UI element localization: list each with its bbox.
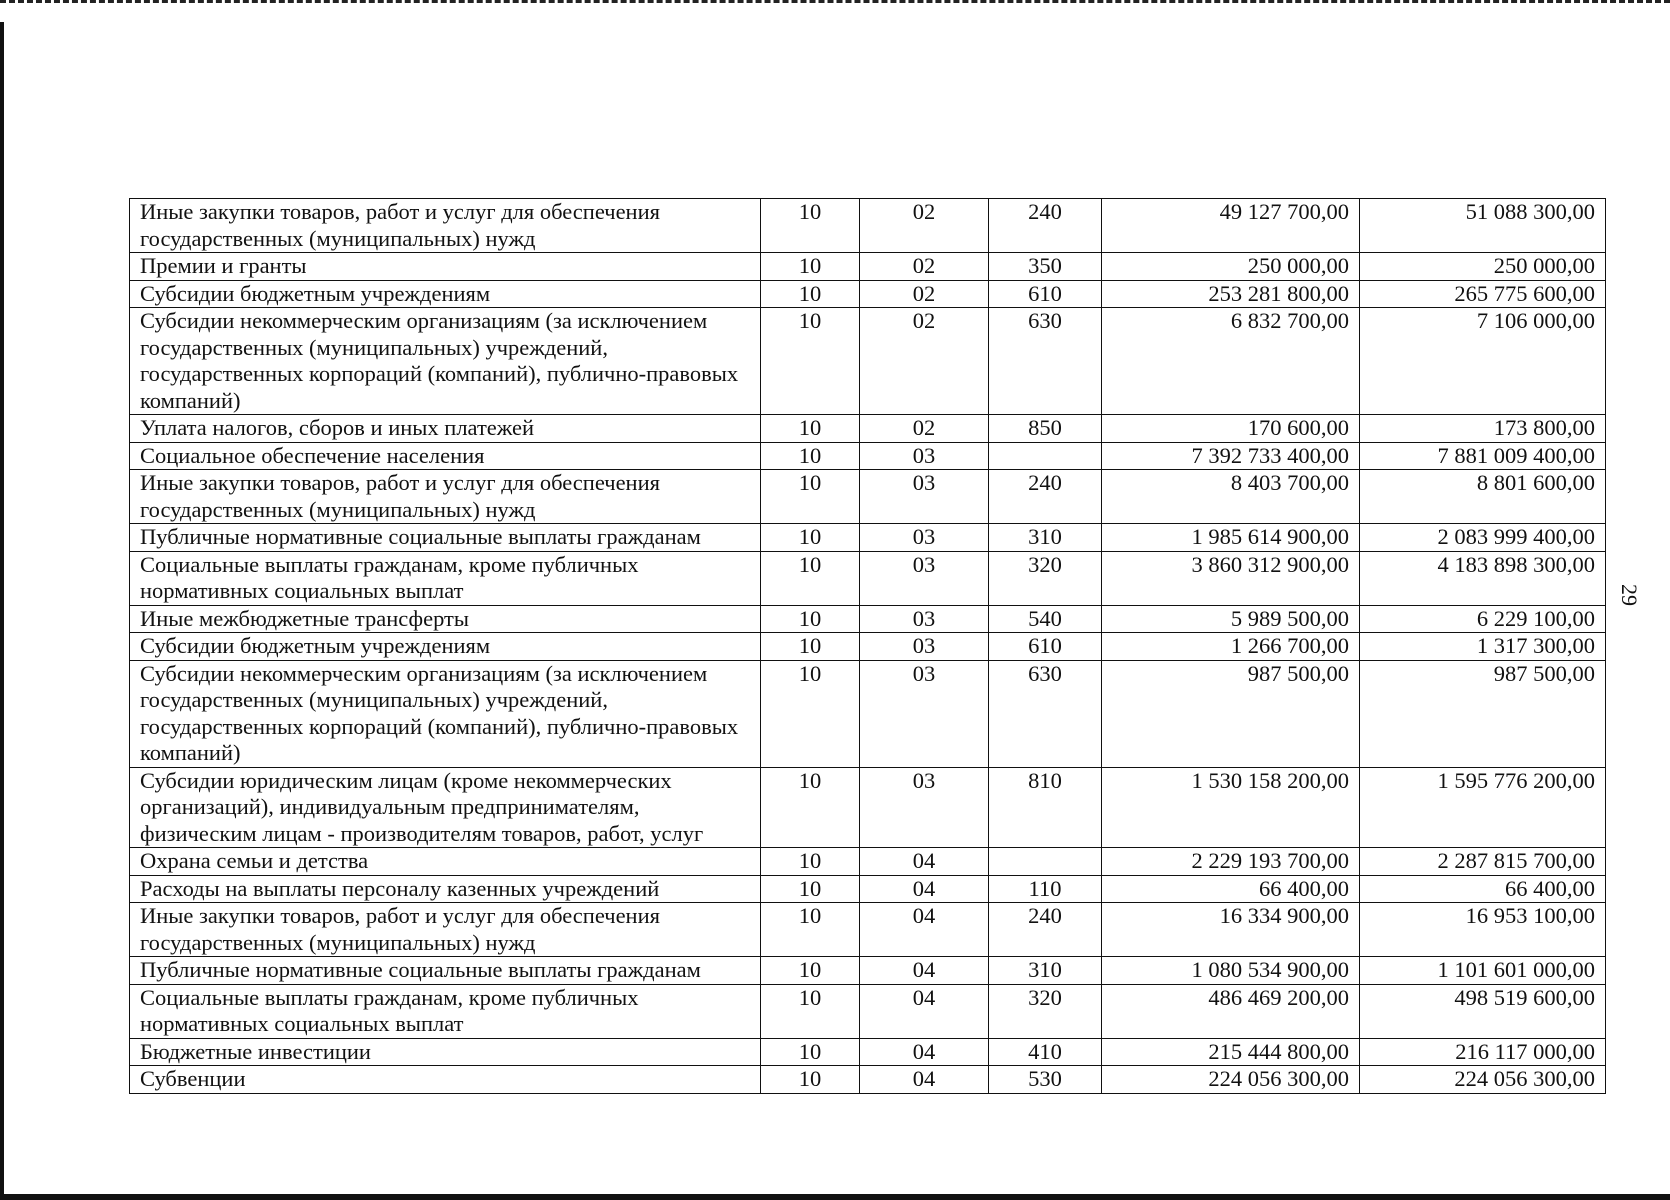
row-subsection: 02 (860, 199, 989, 253)
row-amount-year2: 1 595 776 200,00 (1360, 767, 1606, 848)
row-section: 10 (761, 903, 860, 957)
row-name: Иные межбюджетные трансферты (130, 605, 761, 633)
table-row (130, 524, 1606, 552)
row-section: 10 (761, 1066, 860, 1094)
row-amount-year2: 1 101 601 000,00 (1360, 957, 1606, 985)
row-subsection: 03 (860, 524, 989, 552)
row-subsection: 03 (860, 767, 989, 848)
row-expense-type: 630 (989, 660, 1102, 767)
row-amount-year2: 4 183 898 300,00 (1360, 551, 1606, 605)
row-name: Субсидии некоммерческим организациям (за исключением государственных (муниципальных) учреждений, государственных корпораций (компаний), публично-правовых компаний) (130, 660, 761, 767)
row-expense-type: 310 (989, 524, 1102, 552)
row-amount-year2: 7 881 009 400,00 (1360, 442, 1606, 470)
page-number: 29 (1617, 584, 1642, 606)
row-subsection: 04 (860, 1066, 989, 1094)
row-expense-type (989, 442, 1102, 470)
row-amount-year1: 170 600,00 (1102, 415, 1360, 443)
table-row (130, 903, 1606, 957)
row-name: Иные закупки товаров, работ и услуг для обеспечения государственных (муниципальных) нужд (130, 199, 761, 253)
table-row (130, 470, 1606, 524)
row-expense-type: 350 (989, 253, 1102, 281)
table-row (130, 848, 1606, 876)
row-amount-year1: 16 334 900,00 (1102, 903, 1360, 957)
row-amount-year2: 6 229 100,00 (1360, 605, 1606, 633)
row-section: 10 (761, 442, 860, 470)
row-subsection: 04 (860, 984, 989, 1038)
row-section: 10 (761, 875, 860, 903)
row-section: 10 (761, 415, 860, 443)
scan-border-bottom (0, 1194, 1670, 1200)
row-amount-year2: 265 775 600,00 (1360, 280, 1606, 308)
row-amount-year2: 2 083 999 400,00 (1360, 524, 1606, 552)
row-amount-year2: 2 287 815 700,00 (1360, 848, 1606, 876)
table-row (130, 984, 1606, 1038)
row-amount-year2: 51 088 300,00 (1360, 199, 1606, 253)
row-subsection: 04 (860, 848, 989, 876)
table-row (130, 605, 1606, 633)
row-subsection: 04 (860, 875, 989, 903)
row-name: Субсидии бюджетным учреждениям (130, 633, 761, 661)
row-subsection: 03 (860, 605, 989, 633)
table-row (130, 957, 1606, 985)
row-section: 10 (761, 551, 860, 605)
table-row (130, 660, 1606, 767)
row-expense-type: 530 (989, 1066, 1102, 1094)
row-expense-type: 410 (989, 1038, 1102, 1066)
table-row (130, 253, 1606, 281)
row-amount-year1: 6 832 700,00 (1102, 308, 1360, 415)
row-expense-type: 610 (989, 280, 1102, 308)
row-subsection: 02 (860, 308, 989, 415)
row-amount-year1: 1 985 614 900,00 (1102, 524, 1360, 552)
table-row (130, 280, 1606, 308)
row-name: Иные закупки товаров, работ и услуг для обеспечения государственных (муниципальных) нужд (130, 903, 761, 957)
row-amount-year2: 7 106 000,00 (1360, 308, 1606, 415)
row-section: 10 (761, 253, 860, 281)
row-amount-year1: 2 229 193 700,00 (1102, 848, 1360, 876)
row-name: Субсидии некоммерческим организациям (за исключением государственных (муниципальных) учреждений, государственных корпораций (компаний), публично-правовых компаний) (130, 308, 761, 415)
row-amount-year1: 1 530 158 200,00 (1102, 767, 1360, 848)
row-name: Бюджетные инвестиции (130, 1038, 761, 1066)
row-name: Охрана семьи и детства (130, 848, 761, 876)
row-expense-type: 540 (989, 605, 1102, 633)
row-name: Субвенции (130, 1066, 761, 1094)
table-row (130, 308, 1606, 415)
row-expense-type: 610 (989, 633, 1102, 661)
row-amount-year2: 1 317 300,00 (1360, 633, 1606, 661)
row-subsection: 03 (860, 551, 989, 605)
row-amount-year1: 1 080 534 900,00 (1102, 957, 1360, 985)
row-subsection: 03 (860, 470, 989, 524)
row-amount-year1: 250 000,00 (1102, 253, 1360, 281)
row-section: 10 (761, 605, 860, 633)
row-amount-year2: 8 801 600,00 (1360, 470, 1606, 524)
row-section: 10 (761, 470, 860, 524)
row-amount-year1: 253 281 800,00 (1102, 280, 1360, 308)
row-amount-year1: 66 400,00 (1102, 875, 1360, 903)
table-row (130, 633, 1606, 661)
row-section: 10 (761, 957, 860, 985)
row-subsection: 02 (860, 415, 989, 443)
row-amount-year1: 1 266 700,00 (1102, 633, 1360, 661)
row-expense-type: 320 (989, 984, 1102, 1038)
row-subsection: 04 (860, 1038, 989, 1066)
table-row (130, 415, 1606, 443)
table-row (130, 551, 1606, 605)
row-amount-year1: 7 392 733 400,00 (1102, 442, 1360, 470)
row-expense-type: 310 (989, 957, 1102, 985)
row-section: 10 (761, 848, 860, 876)
budget-table (129, 198, 1606, 1094)
budget-table-body (130, 199, 1606, 1094)
row-amount-year1: 215 444 800,00 (1102, 1038, 1360, 1066)
row-amount-year1: 5 989 500,00 (1102, 605, 1360, 633)
table-row (130, 442, 1606, 470)
table-row (130, 767, 1606, 848)
row-name: Социальные выплаты гражданам, кроме публичных нормативных социальных выплат (130, 984, 761, 1038)
row-name: Публичные нормативные социальные выплаты гражданам (130, 524, 761, 552)
row-name: Расходы на выплаты персоналу казенных учреждений (130, 875, 761, 903)
row-amount-year2: 16 953 100,00 (1360, 903, 1606, 957)
row-amount-year2: 498 519 600,00 (1360, 984, 1606, 1038)
row-amount-year2: 224 056 300,00 (1360, 1066, 1606, 1094)
row-amount-year2: 173 800,00 (1360, 415, 1606, 443)
row-name: Социальные выплаты гражданам, кроме публичных нормативных социальных выплат (130, 551, 761, 605)
row-section: 10 (761, 984, 860, 1038)
row-section: 10 (761, 767, 860, 848)
row-name: Социальное обеспечение населения (130, 442, 761, 470)
row-subsection: 02 (860, 253, 989, 281)
row-section: 10 (761, 633, 860, 661)
row-amount-year2: 987 500,00 (1360, 660, 1606, 767)
row-name: Уплата налогов, сборов и иных платежей (130, 415, 761, 443)
row-amount-year2: 250 000,00 (1360, 253, 1606, 281)
row-name: Публичные нормативные социальные выплаты гражданам (130, 957, 761, 985)
row-subsection: 03 (860, 660, 989, 767)
row-name: Иные закупки товаров, работ и услуг для обеспечения государственных (муниципальных) нужд (130, 470, 761, 524)
row-section: 10 (761, 524, 860, 552)
table-row (130, 1038, 1606, 1066)
row-expense-type: 810 (989, 767, 1102, 848)
row-amount-year1: 486 469 200,00 (1102, 984, 1360, 1038)
scan-border-left (0, 22, 4, 1200)
row-expense-type: 110 (989, 875, 1102, 903)
row-subsection: 04 (860, 903, 989, 957)
row-expense-type: 240 (989, 199, 1102, 253)
row-name: Субсидии юридическим лицам (кроме некоммерческих организаций), индивидуальным предпринимателям, физическим лицам - производителям товаров, работ, услуг (130, 767, 761, 848)
row-name: Премии и гранты (130, 253, 761, 281)
row-amount-year2: 216 117 000,00 (1360, 1038, 1606, 1066)
row-section: 10 (761, 199, 860, 253)
scan-border-top (0, 0, 1670, 9)
table-row (130, 1066, 1606, 1094)
row-expense-type: 320 (989, 551, 1102, 605)
row-subsection: 03 (860, 633, 989, 661)
row-amount-year2: 66 400,00 (1360, 875, 1606, 903)
row-expense-type: 240 (989, 470, 1102, 524)
row-section: 10 (761, 1038, 860, 1066)
row-expense-type (989, 848, 1102, 876)
row-expense-type: 630 (989, 308, 1102, 415)
row-subsection: 02 (860, 280, 989, 308)
table-row (130, 199, 1606, 253)
row-section: 10 (761, 660, 860, 767)
row-amount-year1: 49 127 700,00 (1102, 199, 1360, 253)
row-subsection: 03 (860, 442, 989, 470)
row-amount-year1: 8 403 700,00 (1102, 470, 1360, 524)
row-amount-year1: 987 500,00 (1102, 660, 1360, 767)
row-expense-type: 850 (989, 415, 1102, 443)
row-amount-year1: 224 056 300,00 (1102, 1066, 1360, 1094)
row-amount-year1: 3 860 312 900,00 (1102, 551, 1360, 605)
table-row (130, 875, 1606, 903)
row-subsection: 04 (860, 957, 989, 985)
row-name: Субсидии бюджетным учреждениям (130, 280, 761, 308)
row-section: 10 (761, 280, 860, 308)
row-section: 10 (761, 308, 860, 415)
row-expense-type: 240 (989, 903, 1102, 957)
